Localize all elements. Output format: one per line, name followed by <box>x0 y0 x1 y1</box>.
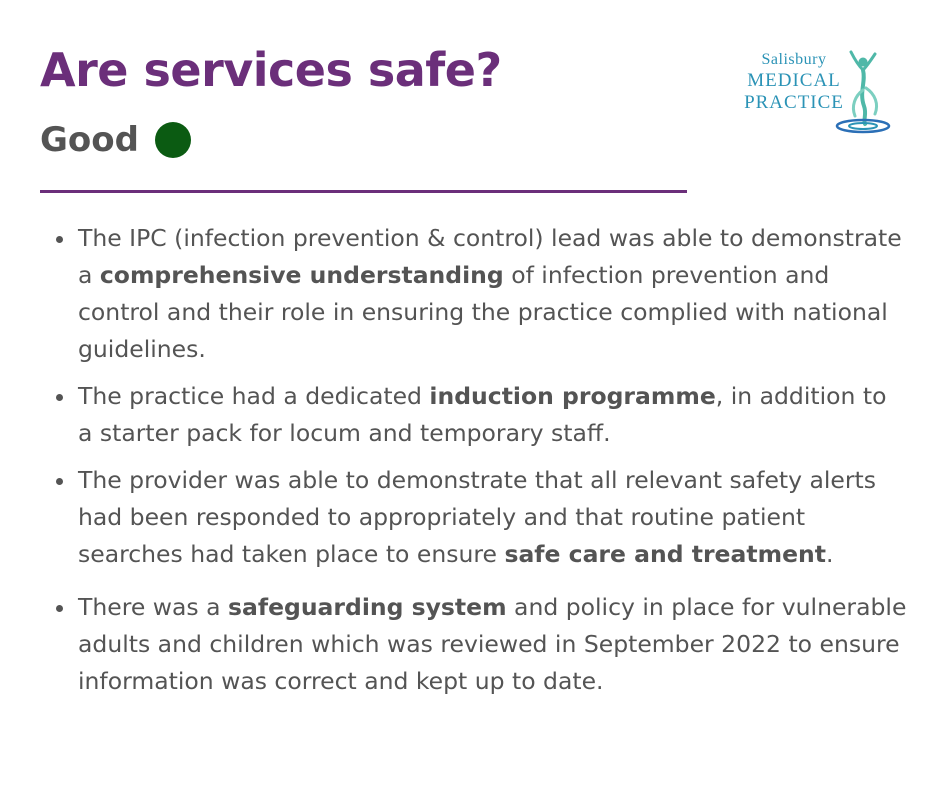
bullet-text: The IPC (infection prevention & control) lead was able to demonstrate a <box>78 224 902 289</box>
list-item <box>78 378 908 452</box>
bullet-text: The practice had a dedicated <box>78 382 430 410</box>
bullet-list <box>78 220 908 710</box>
bullet-text: , in addition to a starter pack for locum and temporary staff. <box>78 382 887 447</box>
bullet-text: of infection prevention and control and their role in ensuring the practice complied with national guidelines. <box>78 261 888 363</box>
rating-label: Good <box>40 120 139 160</box>
figure-water-ripple-icon <box>833 50 893 136</box>
list-item <box>78 589 908 700</box>
list-item <box>78 462 908 573</box>
logo-line3-text: PRACTICE <box>744 92 844 113</box>
page-title: Are services safe? <box>40 43 502 97</box>
bullet-bold-text: safeguarding system <box>228 593 507 621</box>
bullet-text: There was a <box>78 593 228 621</box>
bullet-bold-text: safe care and treatment <box>504 540 826 568</box>
logo-line1-text: Salisbury <box>761 51 827 68</box>
practice-logo <box>735 50 895 140</box>
list-item <box>78 220 908 368</box>
bullet-text: . <box>825 540 834 568</box>
bullet-bold-text: comprehensive understanding <box>99 261 504 289</box>
bullet-text: The provider was able to demonstrate that all relevant safety alerts had been responded to appropriately and that routine patient searches had taken place to ensure <box>78 466 877 568</box>
logo-line2-text: MEDICAL <box>747 70 841 91</box>
bullet-bold-text: induction programme <box>429 382 716 410</box>
header-divider <box>40 190 687 193</box>
rating <box>40 118 191 162</box>
rating-status-dot-icon <box>155 122 191 158</box>
bullet-text: and policy in place for vulnerable adults and children which was reviewed in September 2022 to ensure information was correct and kept up to date. <box>78 593 907 695</box>
